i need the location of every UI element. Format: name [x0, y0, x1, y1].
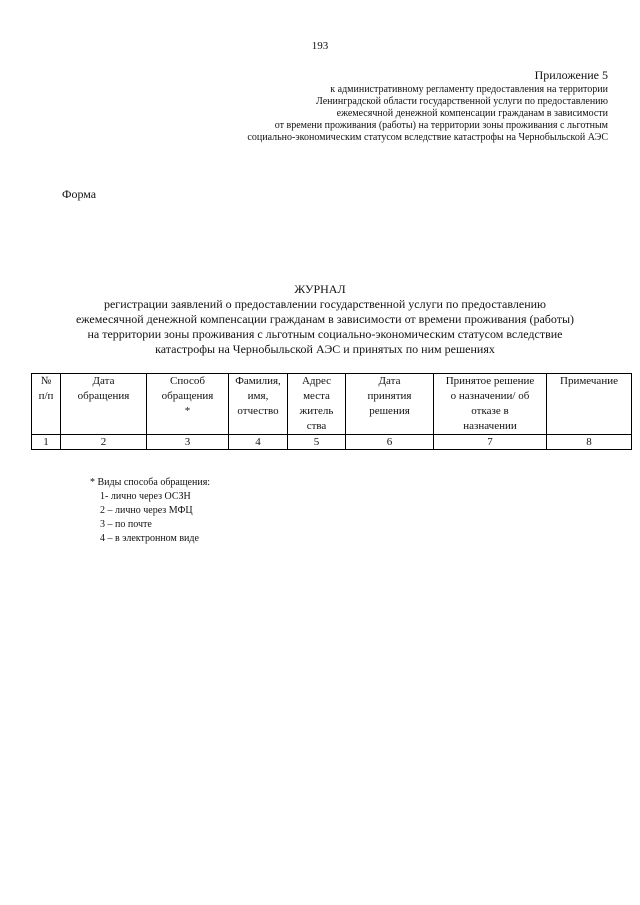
header-line: Принятое решение [445, 375, 535, 387]
journal-subtitle-line: катастрофы на Чернобыльской АЭС и принятых по ним решениях [155, 342, 495, 356]
header-line: решения [369, 405, 410, 417]
journal-title: ЖУРНАЛ [294, 282, 346, 296]
footnote [90, 476, 210, 546]
journal-subtitle-line: регистрации заявлений о предоставлении государственной услуги по предоставлению [103, 297, 547, 311]
appendix-line: социально-экономическим статусом вследствие катастрофы на Чернобыльской АЭС [247, 132, 608, 143]
header-line: отказе в [471, 405, 509, 417]
footnote-title: * Виды способа обращения: [90, 477, 211, 488]
header-line: отчество [237, 405, 279, 417]
header-line: о назначении/ об [450, 390, 530, 402]
footnote-item: 3 – по почте [100, 519, 152, 530]
header-number [32, 374, 61, 435]
header-appeal-method [147, 374, 229, 435]
header-line: Дата [92, 375, 115, 387]
table-header-row [32, 374, 632, 435]
appendix-line: ежемесячной денежной компенсации гражданам в зависимости [336, 108, 608, 119]
header-line: * [184, 405, 191, 417]
appendix-title: Приложение 5 [534, 68, 608, 82]
header-full-name [229, 374, 288, 435]
header-line: ства [306, 420, 327, 432]
table-cell: 3 [147, 435, 229, 450]
header-line: имя, [247, 390, 269, 402]
header-line: обращения [77, 390, 130, 402]
header-line: житель [299, 405, 334, 417]
table-cell: 1 [32, 435, 61, 450]
header-line: Дата [378, 375, 401, 387]
header-line: п/п [38, 390, 54, 402]
header-line: обращения [161, 390, 214, 402]
table-cell: 5 [288, 435, 346, 450]
table-row [32, 435, 632, 450]
header-decision-date [346, 374, 434, 435]
header-line: № [40, 375, 52, 387]
header-line: Адрес [301, 375, 332, 387]
forma-label: Форма [62, 187, 97, 201]
table-cell: 4 [229, 435, 288, 450]
header-line: принятия [367, 390, 412, 402]
journal-subtitle-line: ежемесячной денежной компенсации гражданам в зависимости от времени проживания (работы) [75, 312, 575, 326]
footnote-item: 1- лично через ОСЗН [100, 491, 191, 502]
header-note [547, 374, 632, 435]
page-number: 193 [311, 40, 329, 52]
header-address [288, 374, 346, 435]
header-line: назначении [463, 420, 517, 432]
journal-subtitle-line: на территории зоны проживания с льготным социально-экономическим статусом вследствие [87, 327, 563, 341]
header-line: Примечание [560, 375, 618, 387]
appendix-line: от времени проживания (работы) на территории зоны проживания с льготным [274, 120, 608, 131]
header-decision [434, 374, 547, 435]
header-appeal-date [61, 374, 147, 435]
table-cell: 8 [547, 435, 632, 450]
table-cell: 6 [346, 435, 434, 450]
header-line: Фамилия, [235, 375, 281, 387]
table-cell: 2 [61, 435, 147, 450]
appendix-line: к административному регламенту предоставления на территории [330, 84, 608, 95]
appendix-line: Ленинградской области государственной услуги по предоставлению [316, 96, 608, 107]
table-cell: 7 [434, 435, 547, 450]
appendix-description [168, 84, 608, 144]
header-line: Способ [170, 375, 205, 387]
footnote-item: 4 – в электронном виде [100, 533, 199, 544]
journal-table [31, 373, 632, 450]
header-line: места [303, 390, 330, 402]
journal-subtitle [40, 297, 610, 357]
footnote-item: 2 – лично через МФЦ [100, 505, 193, 516]
